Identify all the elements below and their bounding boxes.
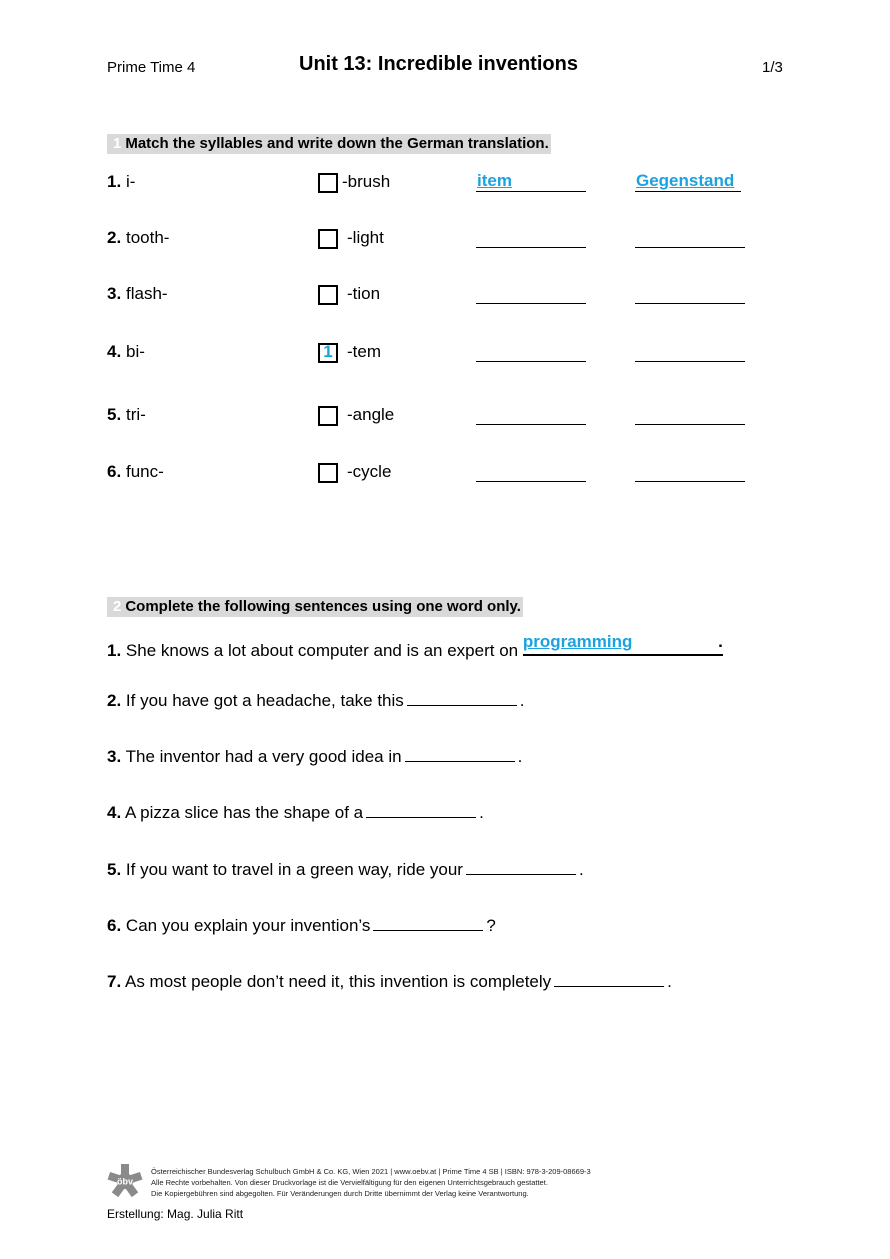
logo-text: öbv [116, 1176, 134, 1187]
sentence-number: 6. [107, 916, 122, 935]
match-row [0, 405, 890, 429]
creator-credit: Erstellung: Mag. Julia Ritt [107, 1207, 244, 1221]
syllable: bi- [126, 342, 145, 361]
sentence-number: 2. [107, 691, 122, 710]
sentence-end: . [667, 972, 672, 991]
sentence-end: . [519, 691, 525, 710]
row-number: 4. [107, 342, 122, 361]
answer-line[interactable] [366, 803, 476, 818]
sentence-end: . [517, 747, 523, 766]
sentence [107, 632, 723, 661]
match-row [0, 228, 890, 252]
sentence [107, 972, 672, 992]
row-number: 1. [107, 172, 122, 191]
match-checkbox[interactable] [318, 285, 338, 305]
sentence-text: The inventor had a very good idea in [125, 747, 402, 766]
german-answer-line[interactable] [635, 191, 741, 192]
sentence-number: 5. [107, 860, 122, 879]
sentence-end: . [479, 803, 484, 822]
sentence-end: . [578, 860, 584, 879]
german-answer-line[interactable] [635, 424, 745, 425]
english-answer-line[interactable] [476, 247, 586, 248]
sentence [107, 747, 522, 767]
publisher-line: Österreichischer Bundesverlag Schulbuch GmbH & Co. KG, Wien 2021 | www.oebv.at | Prime Time 4 SB | ISBN: 978-3-209-08669-3 [151, 1167, 591, 1176]
sentence-number: 3. [107, 747, 122, 766]
task2-number: 2 [113, 598, 122, 615]
answer-line[interactable] [373, 916, 483, 931]
match-checkbox[interactable] [318, 343, 338, 363]
german-answer-line[interactable] [635, 361, 745, 362]
sentence [107, 691, 525, 711]
suffix: -light [347, 228, 384, 247]
sentence-text: She knows a lot about computer and is an expert on [125, 641, 519, 660]
syllable: i- [126, 172, 136, 191]
german-answer-line[interactable] [635, 247, 745, 248]
page-title: Unit 13: Incredible inventions [299, 53, 578, 75]
english-answer: item [477, 171, 512, 190]
sentence-answer: programming [522, 632, 633, 651]
page-number: 1/3 [762, 59, 783, 76]
book-title: Prime Time 4 [107, 59, 196, 76]
match-checkbox[interactable] [318, 463, 338, 483]
english-answer-line[interactable] [476, 191, 586, 192]
task1-instruction: Match the syllables and write down the German translation. [125, 135, 549, 152]
sentence-number: 4. [107, 803, 122, 822]
syllable: flash- [126, 284, 168, 303]
german-answer-line[interactable] [635, 481, 745, 482]
task2-instruction: Complete the following sentences using one word only. [125, 598, 521, 615]
sentence [107, 803, 484, 823]
match-row [0, 342, 890, 366]
sentence-text: If you have got a headache, take this [125, 691, 404, 710]
suffix: -angle [347, 405, 395, 424]
sentence [107, 860, 584, 880]
english-answer-line[interactable] [476, 424, 586, 425]
task1-heading [107, 134, 551, 154]
sentence-text: A pizza slice has the shape of a [124, 803, 364, 822]
sentence [107, 916, 496, 936]
syllable: tooth- [126, 228, 170, 247]
match-checkbox[interactable] [318, 173, 338, 193]
task1-number: 1 [113, 135, 122, 152]
sentence-number: 7. [107, 972, 122, 991]
suffix: -cycle [347, 462, 392, 481]
sentence-end: . [718, 632, 723, 651]
match-row [0, 284, 890, 308]
sentence-end: ? [486, 916, 496, 935]
row-number: 6. [107, 462, 122, 481]
match-checkbox[interactable] [318, 406, 338, 426]
answer-line[interactable] [522, 632, 723, 656]
answer-line[interactable] [554, 972, 664, 987]
publisher-notice [151, 1166, 591, 1199]
sentence-number: 1. [107, 641, 122, 660]
rights-line: Alle Rechte vorbehalten. Von dieser Druckvorlage ist die Vervielfältigung für den eigenen Unterrichtsgebrauch gestattet. [151, 1178, 548, 1187]
syllable: tri- [126, 405, 146, 424]
english-answer-line[interactable] [476, 361, 586, 362]
sentence-text: If you want to travel in a green way, ride your [125, 860, 463, 879]
row-number: 3. [107, 284, 122, 303]
suffix: -brush [342, 172, 391, 191]
suffix: -tem [347, 342, 381, 361]
german-answer-line[interactable] [635, 303, 745, 304]
copy-fees-line: Die Kopiergebühren sind abgegolten. Für Veränderungen durch Dritte übernimmt der Verlag keine Verantwortung. [151, 1189, 529, 1198]
german-answer: Gegenstand [636, 171, 735, 190]
match-value: 1 [323, 342, 333, 361]
answer-line[interactable] [405, 747, 515, 762]
sentence-text: As most people don’t need it, this invention is completely [124, 972, 552, 991]
answer-line[interactable] [466, 860, 576, 875]
english-answer-line[interactable] [476, 481, 586, 482]
match-checkbox[interactable] [318, 229, 338, 249]
task2-heading [107, 597, 523, 617]
syllable: func- [126, 462, 164, 481]
row-number: 5. [107, 405, 122, 424]
match-row [0, 462, 890, 486]
match-row [0, 172, 890, 196]
suffix: -tion [347, 284, 381, 303]
publisher-logo [107, 1163, 143, 1199]
row-number: 2. [107, 228, 122, 247]
english-answer-line[interactable] [476, 303, 586, 304]
answer-line[interactable] [407, 691, 517, 706]
sentence-text: Can you explain your invention’s [125, 916, 371, 935]
